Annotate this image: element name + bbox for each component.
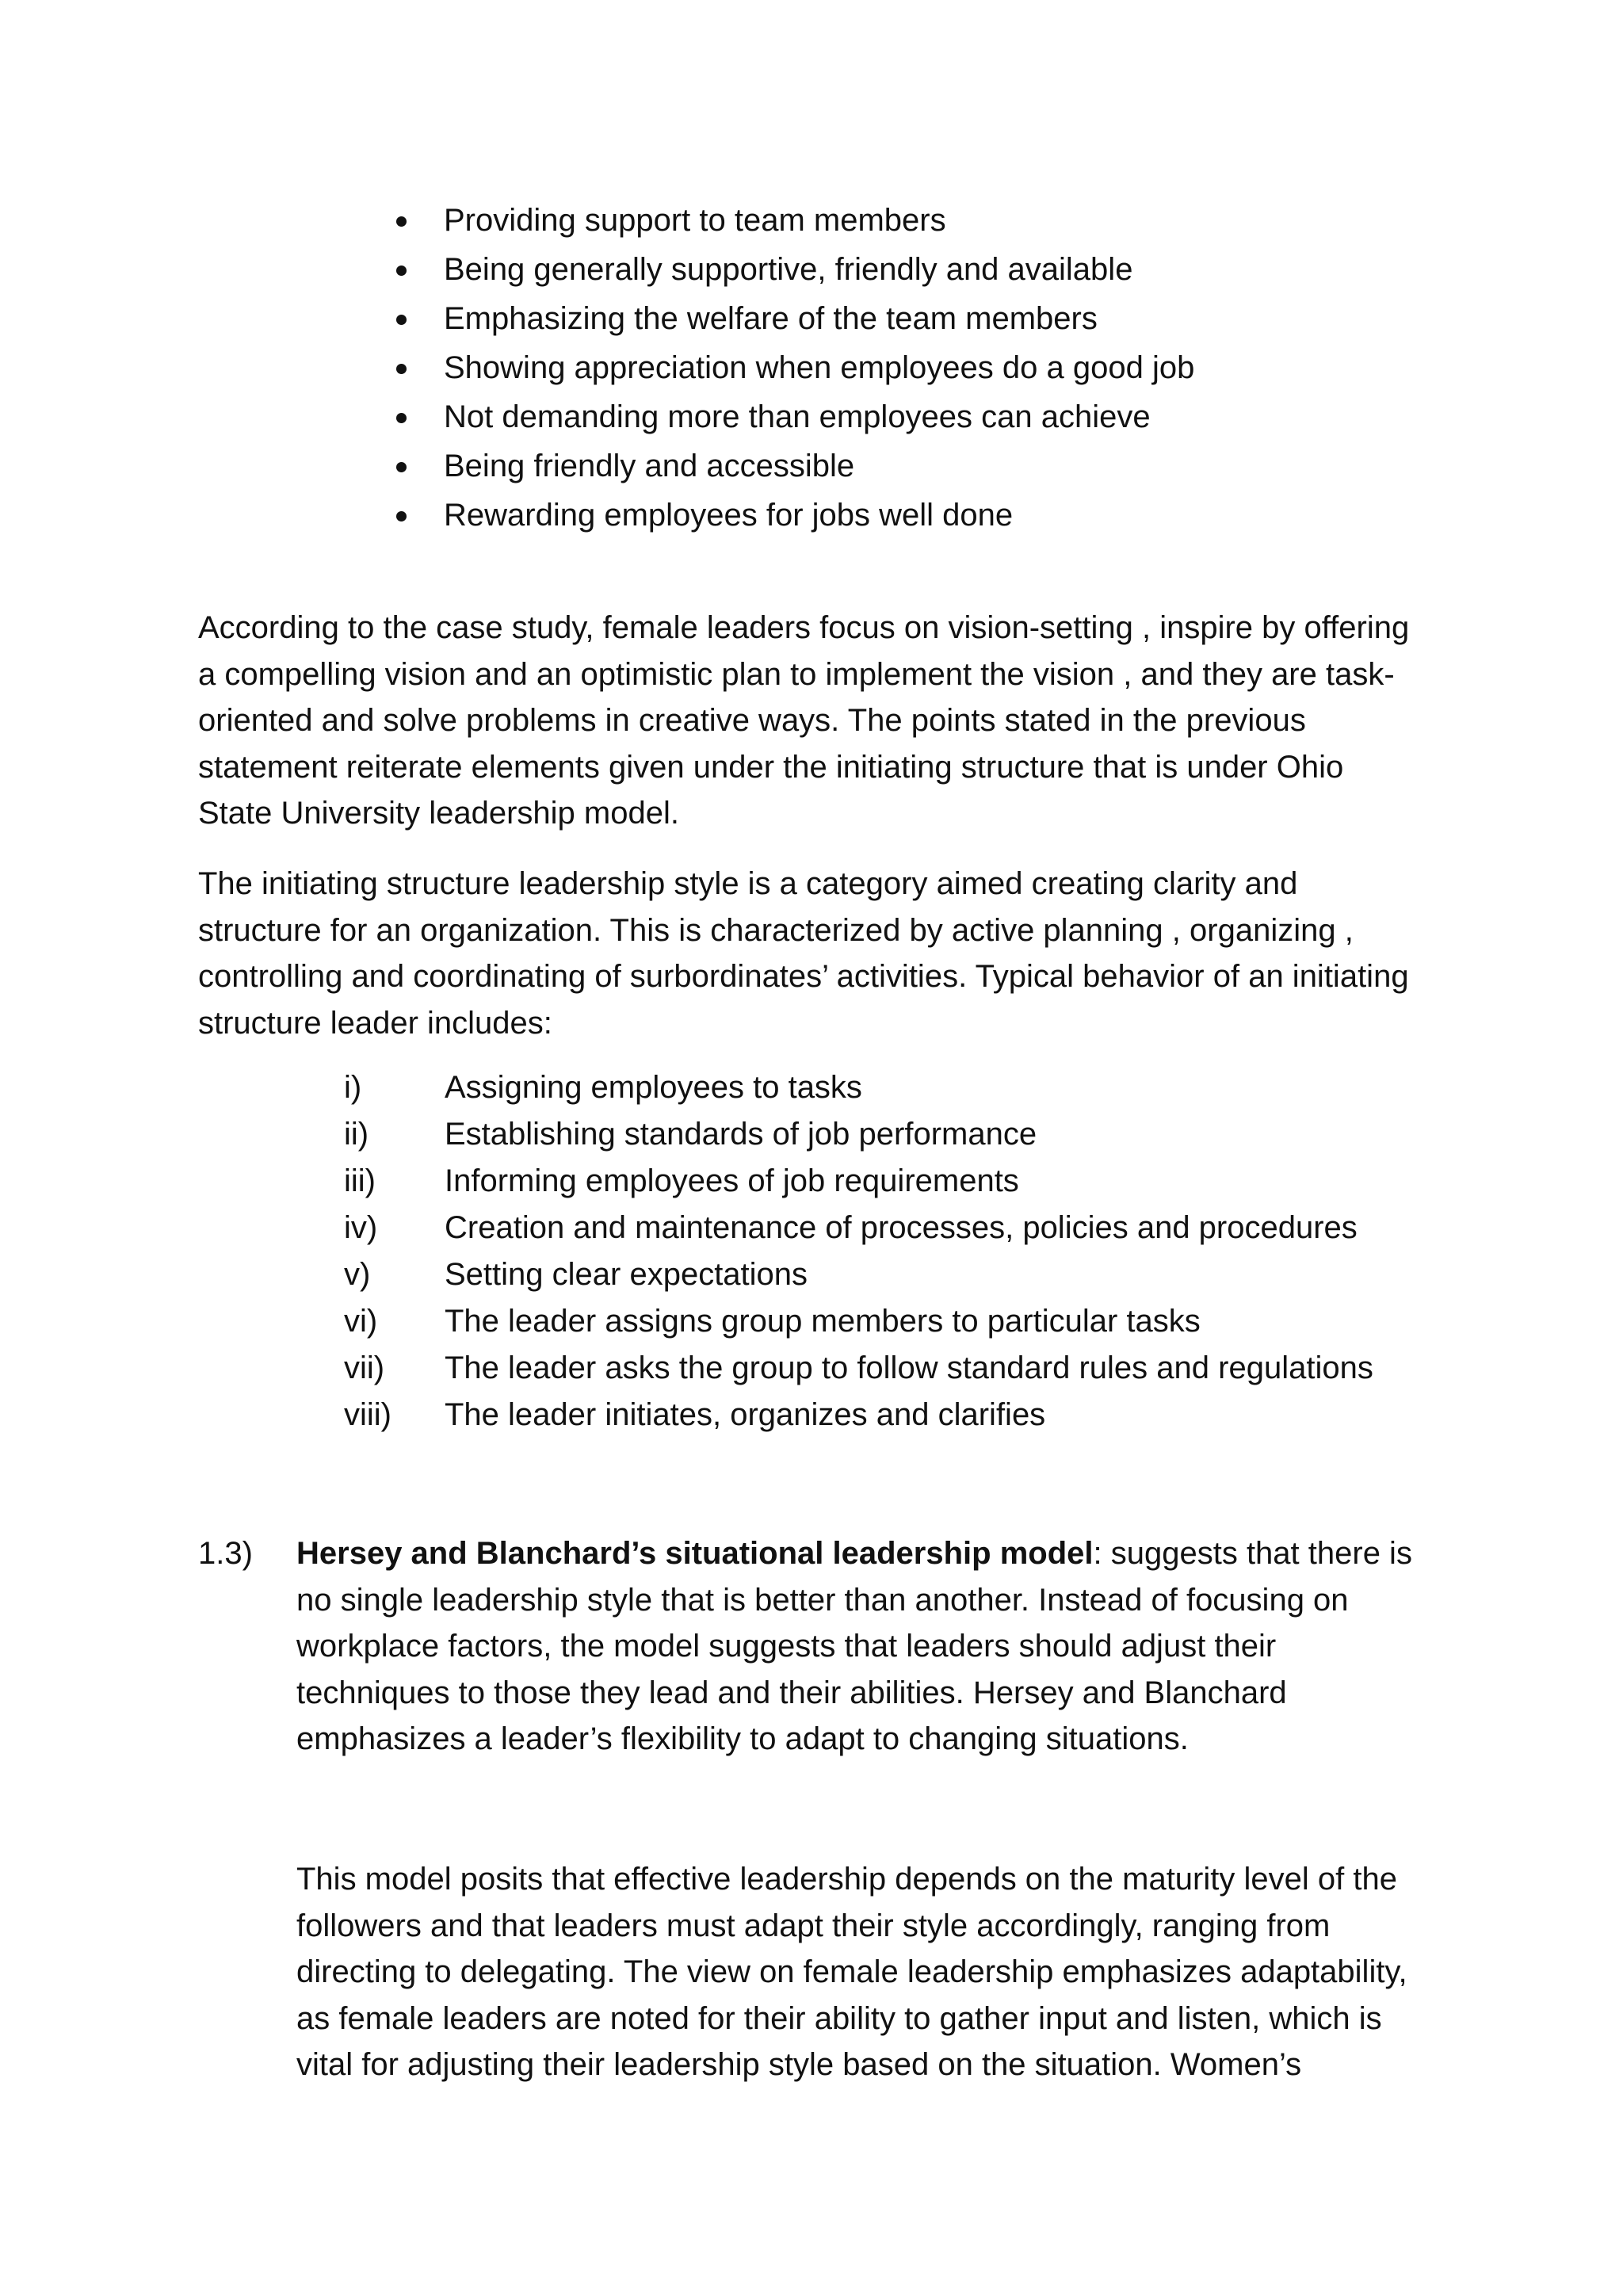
section-first-line: Hersey and Blanchard’s situational leadership model: suggests that there is	[296, 1536, 1412, 1571]
list-item: Providing support to team members	[388, 196, 1498, 245]
list-item: iii) Informing employees of job requirements	[344, 1163, 1019, 1198]
list-item: ii) Establishing standards of job performance	[344, 1117, 1037, 1152]
section-hersey-blanchard: Hersey and Blanchard’s situational leadership model: suggests that there is no single leadership style that is better than another. Instead of focusing on workplace factors, the model suggests that leaders should adjust their techniques to those they lead and their abilities. Hersey and Blanchard emphasizes a leader’s flexibility to adapt to changing situations.	[296, 1530, 1485, 1763]
list-item: Emphasizing the welfare of the team members	[388, 294, 1498, 343]
list-item: Showing appreciation when employees do a good job	[388, 343, 1498, 392]
bullet-icon	[396, 413, 407, 423]
list-item: Being friendly and accessible	[388, 441, 1498, 491]
list-item: viii) The leader initiates, organizes and clarifies	[344, 1397, 1046, 1432]
paragraph-model-posits: This model posits that effective leadership depends on the maturity level of the followers and that leaders must adapt their style accordingly, ranging from directing to delegating. The view on female leadership emphasizes adaptability, as female leaders are noted for their ability to gather input and listen, which is vital for adjusting their leadership style based on the situation. Women’s	[296, 1862, 1407, 2082]
list-item: Rewarding employees for jobs well done	[388, 491, 1498, 540]
supportive-behaviors-list	[388, 196, 1498, 540]
bullet-icon	[396, 216, 407, 227]
section-title: Hersey and Blanchard’s situational leadership model	[296, 1536, 1094, 1571]
list-item: Not demanding more than employees can achieve	[388, 392, 1498, 441]
section-number: 1.3)	[198, 1536, 253, 1571]
list-item: vi) The leader assigns group members to particular tasks	[344, 1304, 1201, 1339]
list-item: vii) The leader asks the group to follow standard rules and regulations	[344, 1350, 1373, 1385]
initiating-behaviors-list	[344, 1064, 1533, 1438]
bullet-icon	[396, 315, 407, 325]
list-item: i) Assigning employees to tasks	[344, 1070, 862, 1105]
bullet-icon	[396, 266, 407, 276]
bullet-icon	[396, 511, 407, 521]
bullet-icon	[396, 462, 407, 472]
paragraph-initiating-structure: The initiating structure leadership style is a category aimed creating clarity and structure for an organization. This is characterized by active planning , organizing , controlling and coordinating of surbordinates’ activities. Typical behavior of an initiating structure leader includes:	[198, 866, 1409, 1041]
list-item: Being generally supportive, friendly and available	[388, 245, 1498, 294]
paragraph-case-study: According to the case study, female leaders focus on vision-setting , inspire by offering a compelling vision and an optimistic plan to implement the vision , and they are task- oriented and solve problems in creative ways. The points stated in the previous statement reiterate elements given under the initiating structure that is under Ohio State University leadership model.	[198, 610, 1410, 831]
bullet-icon	[396, 364, 407, 374]
list-item: iv) Creation and maintenance of processes, policies and procedures	[344, 1210, 1358, 1245]
list-item: v) Setting clear expectations	[344, 1257, 808, 1292]
